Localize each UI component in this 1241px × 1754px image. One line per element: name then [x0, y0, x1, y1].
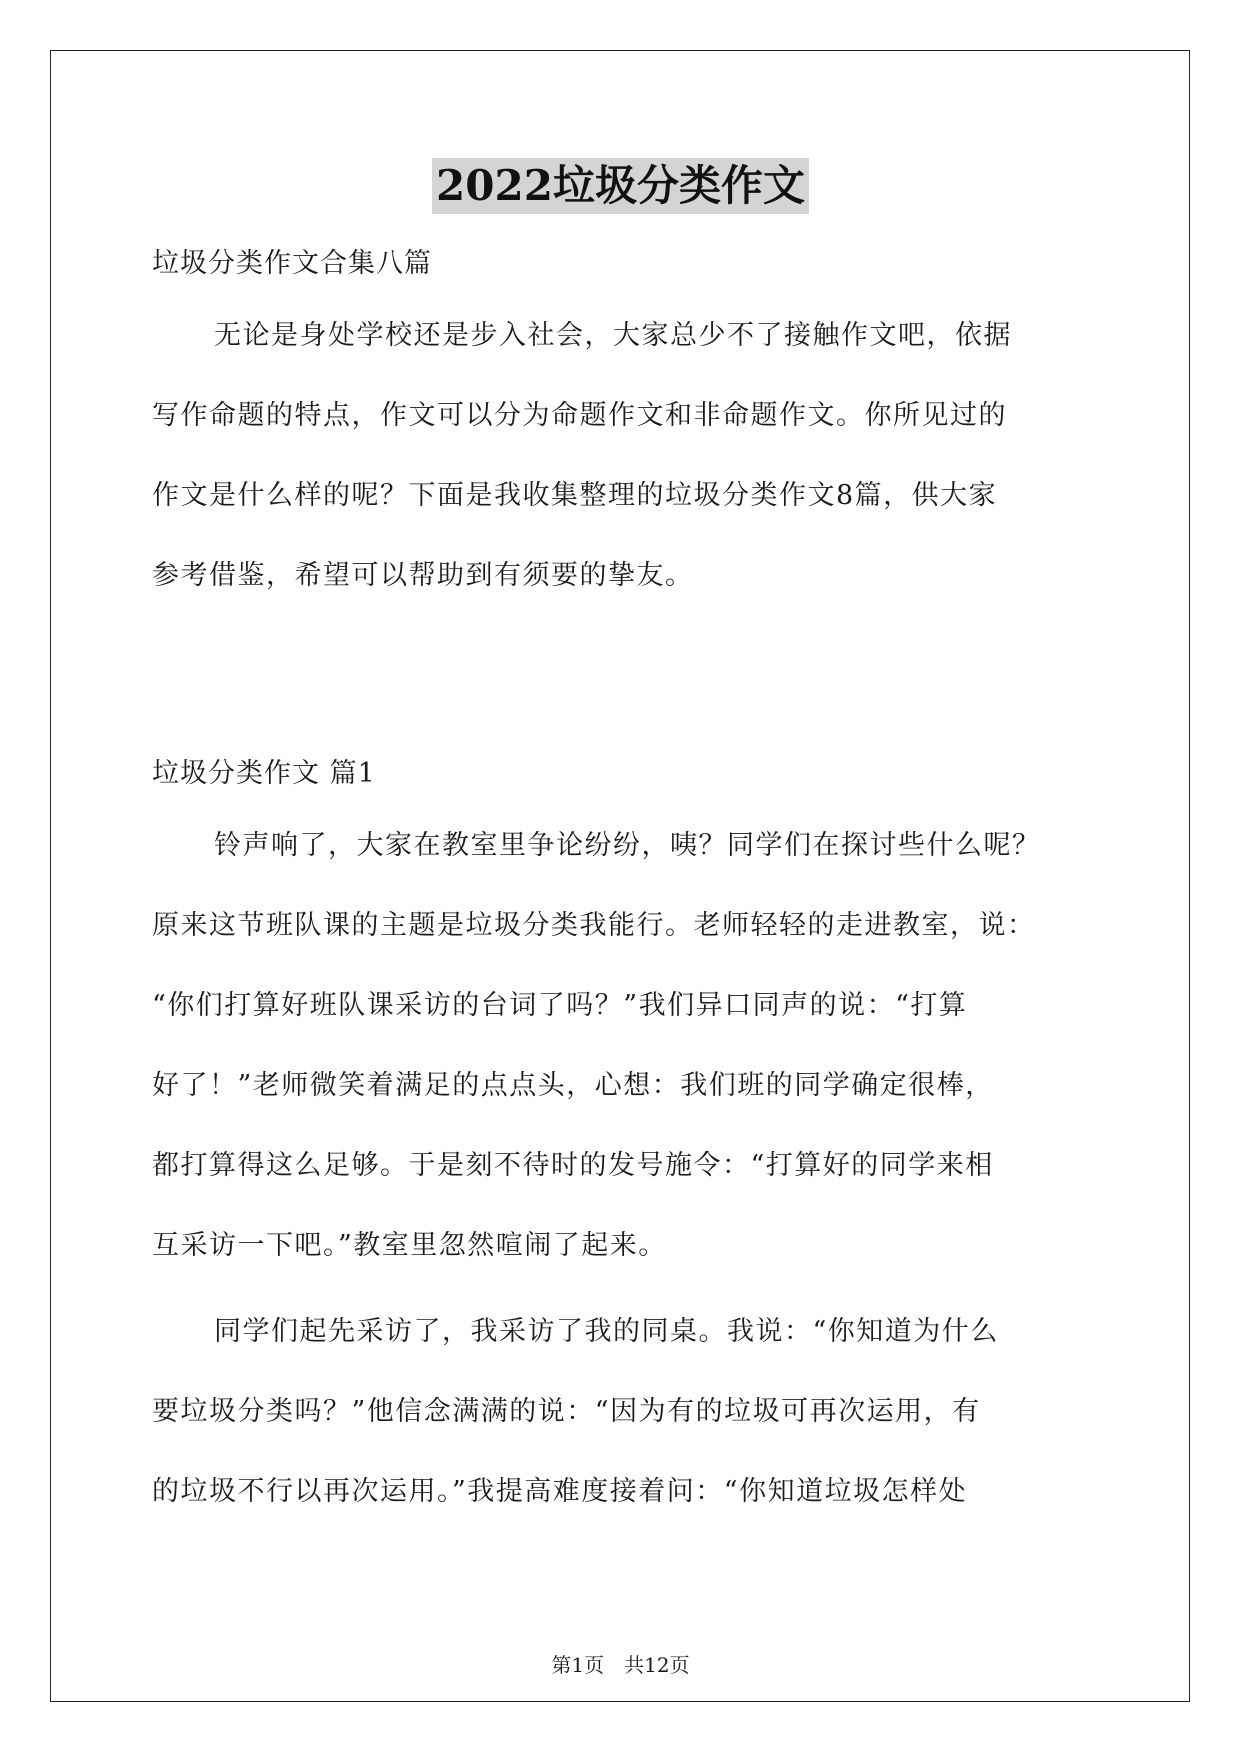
- text-line: 原来这节班队课的主题是垃圾分类我能行。老师轻轻的走进教室，说：: [152, 910, 1036, 941]
- text-line: 同学们起先采访了，我采访了我的同桌。我说：“你知道为什么: [214, 1316, 999, 1347]
- text-line: 参考借鉴，希望可以帮助到有须要的挚友。: [152, 560, 694, 591]
- document-subtitle: 垃圾分类作文合集八篇: [152, 248, 432, 279]
- page-total: 12: [644, 1653, 670, 1677]
- text-line: 无论是身处学校还是步入社会，大家总少不了接触作文吧，依据: [214, 320, 1012, 351]
- page-border: [50, 50, 1190, 1702]
- text-line: 铃声响了，大家在教室里争论纷纷，咦？同学们在探讨些什么呢？: [214, 830, 1041, 861]
- title-container: [0, 158, 1241, 214]
- text-line: 都打算得这么足够。于是刻不待时的发号施令：“打算好的同学来相: [152, 1150, 994, 1181]
- text-line: 好了！”老师微笑着满足的点点头，心想：我们班的同学确定很棒，: [152, 1070, 994, 1101]
- page-mid: 页 共: [584, 1653, 645, 1677]
- text-line: 的垃圾不行以再次运用。”我提高难度接着问：“你知道垃圾怎样处: [152, 1476, 968, 1507]
- text-line: 写作命题的特点，作文可以分为命题作文和非命题作文。你所见过的: [152, 400, 1007, 431]
- page-suffix: 页: [669, 1653, 690, 1677]
- text-line: 作文是什么样的呢？下面是我收集整理的垃圾分类作文8篇，供大家: [152, 480, 998, 511]
- text-line: 要垃圾分类吗？”他信念满满的说：“因为有的垃圾可再次运用，有: [152, 1396, 981, 1427]
- text-line: “你们打算好班队课采访的台词了吗？”我们异口同声的说：“打算: [152, 990, 968, 1021]
- section-heading: 垃圾分类作文 篇1: [152, 758, 376, 789]
- page-prefix: 第: [551, 1653, 572, 1677]
- document-title: 2022垃圾分类作文: [432, 158, 809, 214]
- page-current: 1: [571, 1653, 585, 1677]
- page-footer: [0, 1652, 1241, 1678]
- text-line: 互采访一下吧。”教室里忽然喧闹了起来。: [152, 1230, 667, 1261]
